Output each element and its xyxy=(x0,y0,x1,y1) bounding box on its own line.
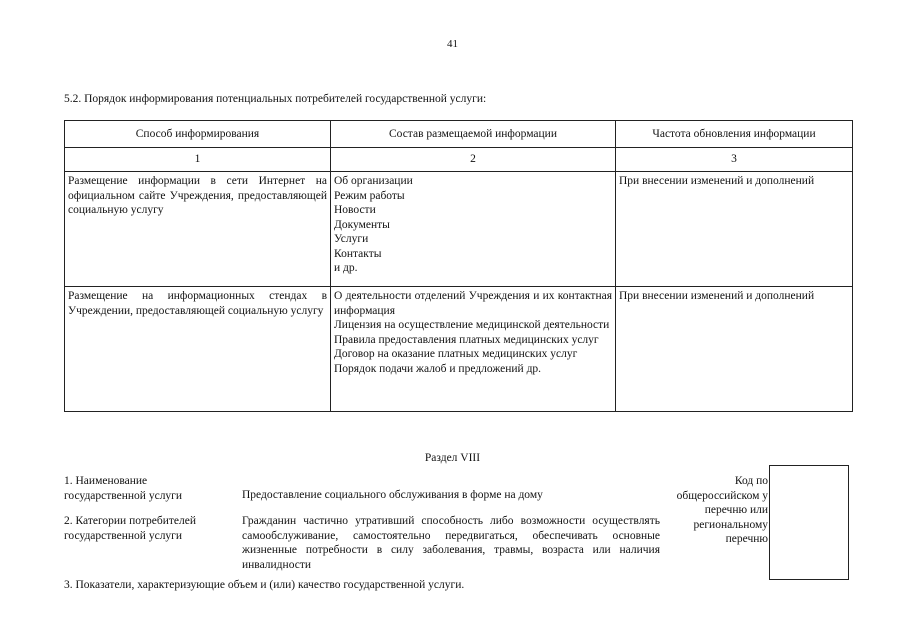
info-content xyxy=(331,172,616,287)
content-line: Договор на оказание платных медицинских услуг xyxy=(334,348,578,360)
info-frequency: При внесении изменений и дополнений xyxy=(616,172,853,287)
info-frequency: При внесении изменений и дополнений xyxy=(616,287,853,412)
content-line: Об организации xyxy=(334,175,413,187)
column-header: Способ информирования xyxy=(65,121,331,148)
content-line: Документы xyxy=(334,218,390,231)
column-number: 2 xyxy=(331,148,616,172)
section-title: Раздел VIII xyxy=(424,452,481,464)
code-box xyxy=(769,465,849,580)
content-line: Контакты xyxy=(334,247,382,260)
content-line: Правила предоставления платных медицинских услуг xyxy=(334,333,599,346)
page-number: 41 xyxy=(447,38,458,50)
service-name-value: Предоставление социального обслуживания в форме на дому xyxy=(242,489,543,501)
table-header-row xyxy=(65,121,853,148)
information-table xyxy=(64,120,853,412)
info-method: Размещение информации в сети Интернет на официальном сайте Учреждения, предоставляющей социальную услугу xyxy=(65,172,331,287)
consumer-category-value: Гражданин частично утративший способность либо возможности осуществлять самообслуживание, самостоятельно передвигаться, обеспечивать основные жизненные потребности в силу заболевания, травмы, возраста или наличия инвалидности xyxy=(242,515,660,571)
code-label: Код по общероссийском у перечню или региональному перечню xyxy=(676,475,768,545)
table-number-row xyxy=(65,148,853,172)
indicators-heading: 3. Показатели, характеризующие объем и (или) качество государственной услуги. xyxy=(64,579,465,591)
content-line: О деятельности отделений Учреждения и их контактная информация xyxy=(334,290,612,317)
content-line: Новости xyxy=(334,204,376,216)
label-line: государственной услуги xyxy=(64,529,183,542)
column-header: Состав размещаемой информации xyxy=(331,121,616,148)
label-line: 1. Наименование xyxy=(64,475,148,487)
table-row xyxy=(65,172,853,287)
column-number: 1 xyxy=(65,148,331,172)
consumer-category-label xyxy=(64,514,196,543)
label-line: 2. Категории потребителей xyxy=(64,515,196,527)
service-name-label xyxy=(64,474,182,503)
info-method: Размещение на информационных стендах в Учреждении, предоставляющей социальную услугу xyxy=(65,287,331,412)
column-number: 3 xyxy=(616,148,853,172)
info-content xyxy=(331,287,616,412)
table-row xyxy=(65,287,853,412)
label-line: государственной услуги xyxy=(64,489,183,502)
column-header: Частота обновления информации xyxy=(616,121,853,148)
content-line: Режим работы xyxy=(334,189,405,202)
content-line: Лицензия на осуществление медицинской деятельности xyxy=(334,319,610,331)
section-intro: 5.2. Порядок информирования потенциальных потребителей государственной услуги: xyxy=(64,93,487,105)
content-line: и др. xyxy=(334,262,358,274)
content-line: Услуги xyxy=(334,233,369,245)
content-line: Порядок подачи жалоб и предложений др. xyxy=(334,362,542,375)
